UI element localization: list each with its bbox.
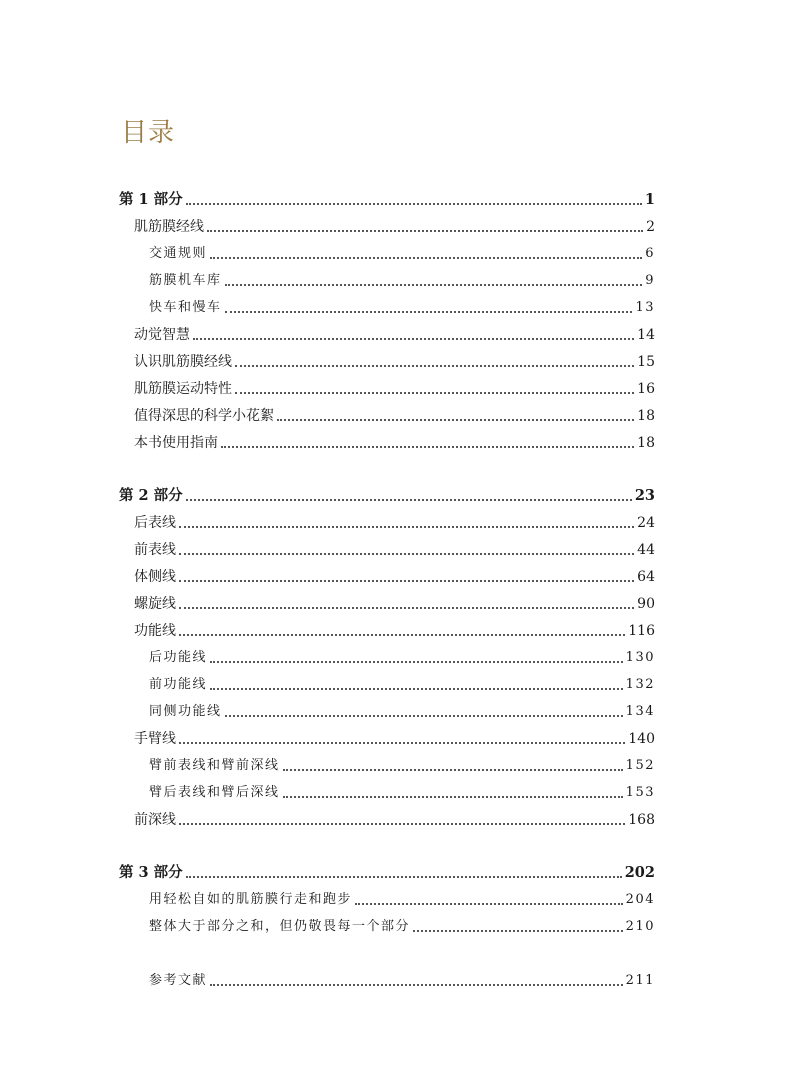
- toc-entry[interactable]: [149, 242, 655, 264]
- toc-entry[interactable]: [134, 808, 655, 830]
- dot-leader: [179, 634, 625, 636]
- dot-leader: [186, 499, 632, 501]
- dot-leader: [277, 419, 634, 421]
- toc-entry[interactable]: [149, 269, 655, 291]
- toc-entry-label: 用轻松自如的肌筋膜行走和跑步: [149, 892, 353, 907]
- toc-entry[interactable]: [149, 754, 655, 776]
- toc-entry-label: 前深线: [134, 812, 176, 828]
- toc-entry-label: 本书使用指南: [134, 435, 218, 451]
- toc-entry-label: 手臂线: [134, 731, 176, 747]
- toc-entry-label: 前表线: [134, 542, 176, 558]
- toc-entry-label: 臂后表线和臂后深线: [149, 785, 280, 800]
- toc-entry-label: 第 2 部分: [119, 487, 183, 504]
- toc-entry[interactable]: [149, 969, 655, 991]
- toc-entry-label: 快车和慢车: [149, 300, 222, 315]
- toc-entry[interactable]: [134, 350, 655, 372]
- toc-entry-page: 132: [625, 677, 655, 692]
- dot-leader: [225, 715, 623, 717]
- toc-entry-page: 14: [637, 327, 655, 343]
- toc-entry-page: 16: [637, 381, 655, 397]
- toc-entry-label: 整体大于部分之和，但仍敬畏每一个部分: [149, 919, 411, 934]
- dot-leader: [210, 984, 623, 986]
- toc-entry-page: 1: [644, 191, 655, 208]
- dot-leader: [210, 257, 642, 259]
- toc-entry-label: 认识肌筋膜经线: [134, 354, 232, 370]
- toc-entry-page: 210: [625, 919, 655, 934]
- dot-leader: [210, 688, 623, 690]
- dot-leader: [355, 903, 623, 905]
- toc-entry-label: 筋膜机车库: [149, 273, 222, 288]
- toc-entry[interactable]: [134, 727, 655, 749]
- dot-leader: [179, 580, 634, 582]
- toc-entry-page: 64: [637, 569, 655, 585]
- toc-entry[interactable]: [119, 188, 655, 210]
- toc-entry-page: 13: [635, 300, 655, 315]
- dot-leader: [235, 392, 634, 394]
- dot-leader: [186, 876, 622, 878]
- toc-entry-page: 15: [637, 354, 655, 370]
- toc-entry[interactable]: [149, 915, 655, 937]
- dot-leader: [179, 607, 634, 609]
- toc-entry-page: 134: [625, 704, 655, 719]
- toc-entry-label: 功能线: [134, 623, 176, 639]
- dot-leader: [179, 526, 634, 528]
- dot-leader: [283, 796, 623, 798]
- dot-leader: [225, 311, 633, 313]
- toc-entry-label: 体侧线: [134, 569, 176, 585]
- dot-leader: [221, 446, 634, 448]
- toc-entry[interactable]: [119, 861, 655, 883]
- toc-entry-page: 24: [637, 515, 655, 531]
- toc-entry[interactable]: [134, 538, 655, 560]
- toc-entry[interactable]: [134, 323, 655, 345]
- toc-entry[interactable]: [134, 377, 655, 399]
- dot-leader: [179, 553, 634, 555]
- toc-entry-label: 第 3 部分: [119, 864, 183, 881]
- toc-entry-page: 23: [634, 487, 655, 504]
- toc-entry-label: 螺旋线: [134, 596, 176, 612]
- toc-entry-label: 后表线: [134, 515, 176, 531]
- toc-entry-page: 9: [645, 273, 655, 288]
- toc-entry[interactable]: [149, 646, 655, 668]
- toc-entry-label: 值得深思的科学小花絮: [134, 408, 274, 424]
- toc-entry-label: 第 1 部分: [119, 191, 183, 208]
- dot-leader: [413, 930, 623, 932]
- toc-entry-label: 后功能线: [149, 650, 208, 665]
- toc-entry-page: 44: [637, 542, 655, 558]
- toc-entry-page: 130: [625, 650, 655, 665]
- dot-leader: [207, 230, 643, 232]
- toc-entry-page: 168: [628, 812, 655, 828]
- toc-entry-page: 90: [637, 596, 655, 612]
- toc-entry[interactable]: [149, 888, 655, 910]
- toc-entry[interactable]: [134, 565, 655, 587]
- dot-leader: [186, 203, 642, 205]
- dot-leader: [179, 742, 625, 744]
- toc-entry-page: 211: [625, 973, 655, 988]
- toc-entry[interactable]: [149, 673, 655, 695]
- page-title: 目录: [121, 118, 176, 148]
- toc-entry[interactable]: [134, 619, 655, 641]
- toc-entry-label: 交通规则: [149, 246, 208, 261]
- toc-entry-page: 2: [646, 219, 655, 235]
- toc-entry-page: 152: [625, 758, 655, 773]
- toc-entry[interactable]: [134, 592, 655, 614]
- toc-entry-label: 肌筋膜经线: [134, 219, 204, 235]
- toc-entry[interactable]: [134, 404, 655, 426]
- toc-entry-page: 153: [625, 785, 655, 800]
- toc-entry[interactable]: [119, 484, 655, 506]
- toc-entry[interactable]: [134, 511, 655, 533]
- toc-entry[interactable]: [134, 431, 655, 453]
- toc-entry[interactable]: [149, 700, 655, 722]
- dot-leader: [225, 284, 643, 286]
- toc-entry-label: 参考文献: [149, 973, 208, 988]
- toc-entry-page: 18: [637, 408, 655, 424]
- toc-entry-label: 同侧功能线: [149, 704, 222, 719]
- toc-entry[interactable]: [149, 781, 655, 803]
- toc-entry-page: 6: [645, 246, 655, 261]
- toc-entry-label: 肌筋膜运动特性: [134, 381, 232, 397]
- dot-leader: [179, 823, 625, 825]
- toc-entry[interactable]: [134, 215, 655, 237]
- toc-entry-label: 臂前表线和臂前深线: [149, 758, 280, 773]
- dot-leader: [210, 661, 623, 663]
- toc-entry-page: 204: [625, 892, 655, 907]
- toc-entry[interactable]: [149, 296, 655, 318]
- toc-entry-page: 116: [628, 623, 655, 639]
- toc-entry-page: 18: [637, 435, 655, 451]
- toc-entry-page: 202: [624, 864, 655, 881]
- toc-entry-label: 动觉智慧: [134, 327, 190, 343]
- dot-leader: [193, 338, 634, 340]
- toc-entry-label: 前功能线: [149, 677, 208, 692]
- dot-leader: [235, 365, 634, 367]
- dot-leader: [283, 769, 623, 771]
- toc-entry-page: 140: [628, 731, 655, 747]
